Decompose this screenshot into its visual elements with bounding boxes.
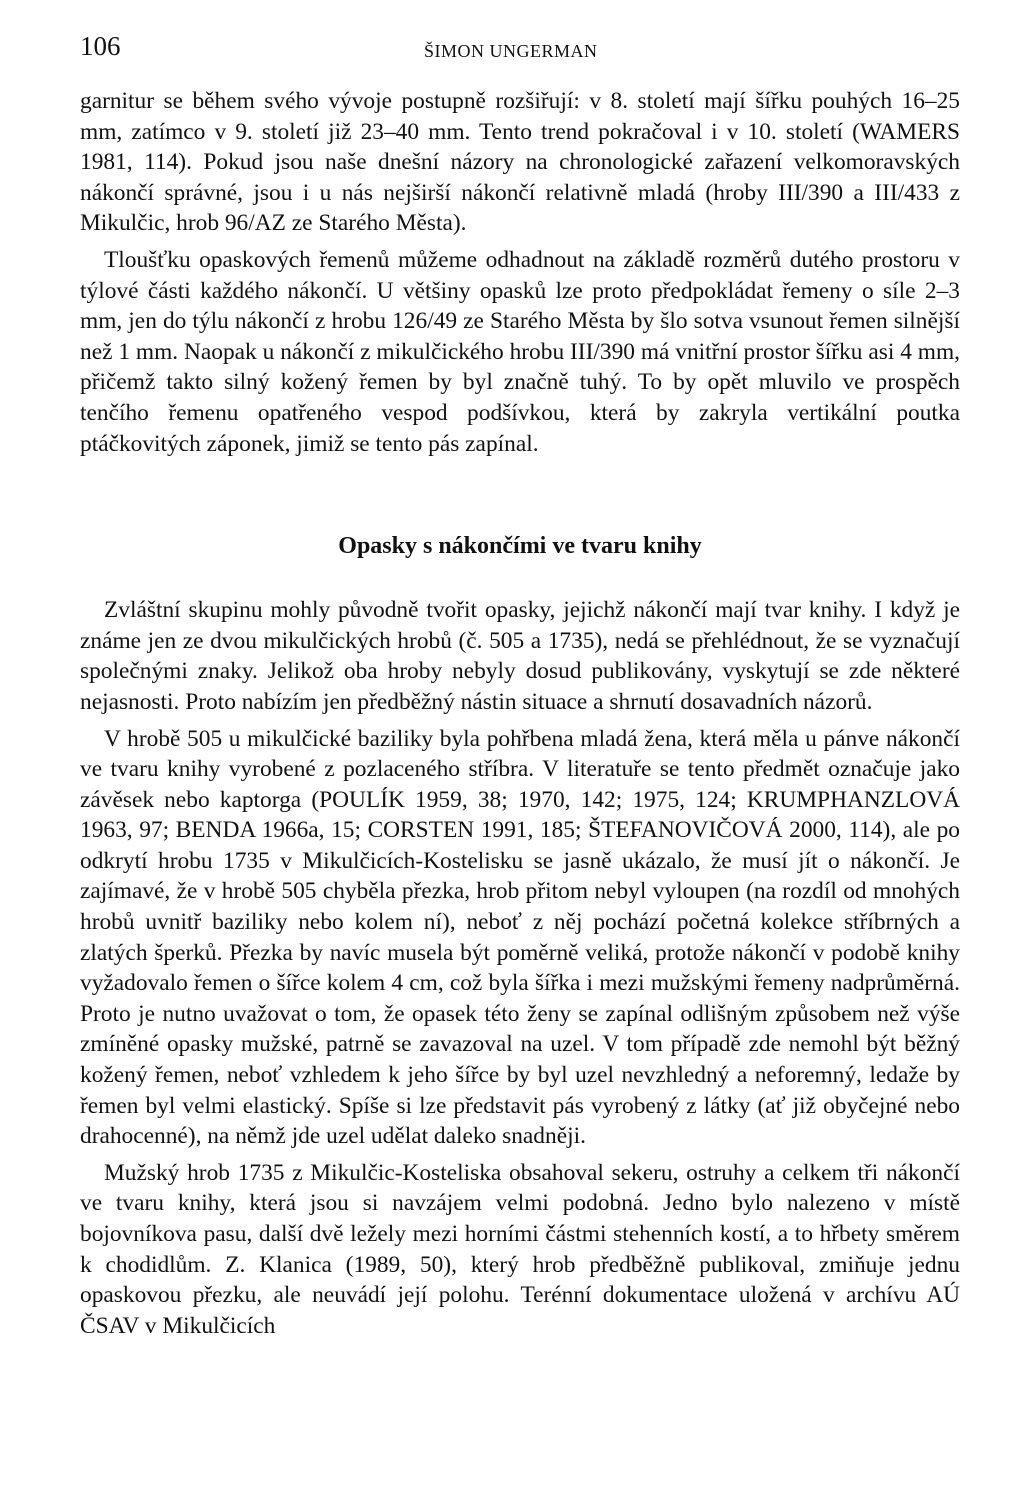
running-title: ŠIMON UNGERMAN: [424, 41, 598, 61]
section-heading: Opasky s nákončími ve tvaru knihy: [338, 533, 702, 560]
section-gap: [80, 459, 960, 519]
body-text: [80, 86, 960, 1341]
paragraph: Zvláštní skupinu mohly původně tvořit opasky, jejichž nákončí mají tvar knihy. I když je známe jen ze dvou mikulčických hrobů (č. 505 a 1735), nedá se přehlédnout, že se vyznačují společnými znaky. Jelikož oba hroby nebyly dosud publikovány, vyskytují se zde některé nejasnosti. Proto nabízím jen předběžný nástin situace a shrnutí dosavadních názorů.: [80, 597, 960, 715]
paragraph: Tloušťku opaskových řemenů můžeme odhadnout na základě rozměrů dutého prostoru v týlové části každého nákončí. U většiny opasků lze proto předpokládat řemeny o síle 2–3 mm, jen do týlu nákončí z hrobu 126/49 ze Starého Města by šlo sotva vsunout řemen silnější než 1 mm. Naopak u nákončí z mikulčického hrobu III/390 má vnitřní prostor šířku asi 4 mm, přičemž takto silný kožený řemen by byl značně tuhý. To by opět mluvilo ve prospěch tenčího řemenu opatřeného vespod podšívkou, která by zakryla vertikální poutka ptáčkovitých záponek, jimiž se tento pás zapínal.: [80, 246, 960, 457]
paragraph: V hrobě 505 u mikulčické baziliky byla pohřbena mladá žena, která měla u pánve nákončí ve tvaru knihy vyrobené z pozlaceného stříbra. V literatuře se tento předmět označuje jako závěsek nebo kaptorga (POULÍK 1959, 38; 1970, 142; 1975, 124; KRUMPHANZLOVÁ 1963, 97; BENDA 1966a, 15; CORSTEN 1991, 185; ŠTEFANOVIČOVÁ 2000, 114), ale po odkrytí hrobu 1735 v Mikulčicích-Kostelisku se jasně ukázalo, že musí jít o nákončí. Je zajímavé, že v hrobě 505 chyběla přezka, hrob přitom nebyl vyloupen (na rozdíl od mnohých hrobů uvnitř baziliky nebo kolem ní), neboť z něj pochází početná kolekce stříbrných a zlatých šperků. Přezka by navíc musela být poměrně veliká, protože nákončí v podobě knihy vyžadovalo řemen o šířce kolem 4 cm, což byla šířka i mezi mužskými řemeny nadprůměrná. Proto je nutno uvažovat o tom, že opasek této ženy se zapínal odlišným způsobem než výše zmíněné opasky mužské, patrně se zavazoval na uzel. V tom případě zde nemohl být běžný kožený řemen, neboť vzhledem k jeho šířce by byl uzel nevzhledný a neforemný, ledaže by řemen byl velmi elastický. Spíše si lze představit pás vyrobený z látky (ať již obyčejné nebo drahocenné), na němž jde uzel udělat daleko snadněji.: [80, 725, 960, 1150]
page-number: 106: [80, 31, 121, 61]
running-head: [80, 30, 960, 70]
paragraph: Mužský hrob 1735 z Mikulčic-Kosteliska obsahoval sekeru, ostruhy a celkem tři nákončí ve tvaru knihy, která jsou si navzájem velmi podobná. Jedno bylo nalezeno v místě bojovníkova pasu, další dvě ležely mezi horními částmi stehenních kostí, a to hřbety směrem k chodidlům. Z. Klanica (1989, 50), který hrob předběžně publikoval, zmiňuje jednu opaskovou přezku, ale neuvádí její polohu. Terénní dokumentace uložená v archívu AÚ ČSAV v Mikulčicích: [80, 1159, 960, 1339]
paragraph: garnitur se během svého vývoje postupně rozšiřují: v 8. století mají šířku pouhých 16–25 mm, zatímco v 9. století již 23–40 mm. Tento trend pokračoval i v 10. století (WAMERS 1981, 114). Pokud jsou naše dnešní názory na chronologické zařazení velkomoravských nákončí správné, jsou i u nás nejširší nákončí relativně mladá (hroby III/390 a III/433 z Mikulčic, hrob 96/AZ ze Starého Města).: [80, 88, 960, 237]
